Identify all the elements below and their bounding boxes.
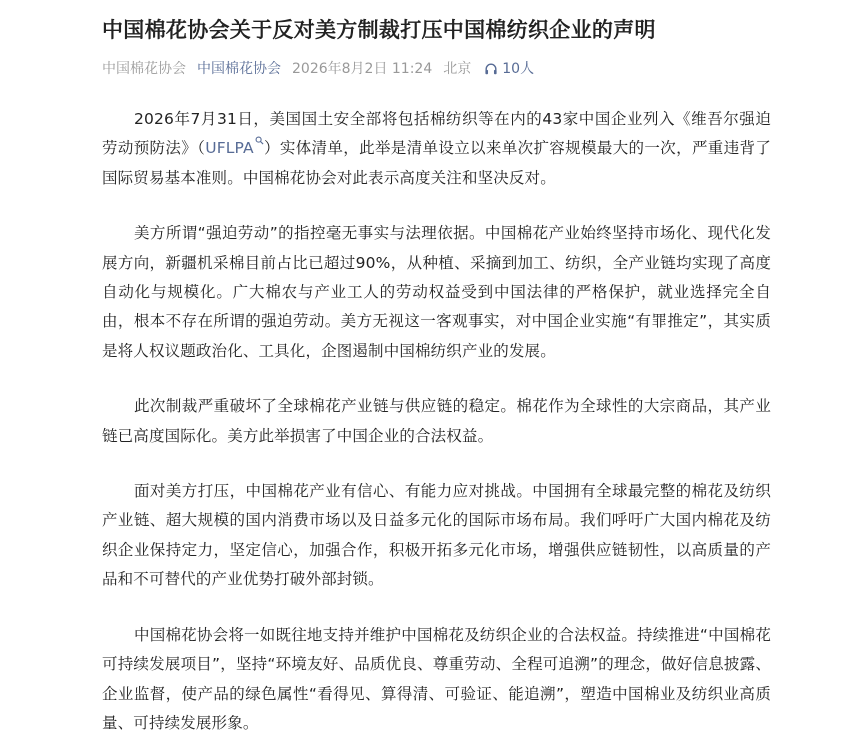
listen-button[interactable] bbox=[484, 57, 545, 81]
meta-source: 中国棉花协会 bbox=[102, 61, 186, 77]
article-title: 中国棉花协会关于反对美方制裁打压中国棉纺织企业的声明 bbox=[102, 18, 656, 42]
paragraph-1-after: ）实体清单，此举是清单设立以来单次扩容规模最大的一次，严重违背了国际贸易基本准则。中国棉花协会对此表示高度关注和坚决反对。 bbox=[102, 139, 771, 187]
paragraph-2: 美方所谓“强迫劳动”的指控毫无事实与法理依据。中国棉花产业始终坚持市场化、现代化发展方向，新疆机采棉目前占比已超过90%，从种植、采摘到加工、纺织，全产业链均实现了高度自动化与规模化。广大棉农与产业工人的劳动权益受到中国法律的严格保护，就业选择完全自由，根本不存在所谓的强迫劳动。美方无视这一客观事实，对中国企业实施“有罪推定”，其实质是将人权议题政治化、工具化，企图遏制中国棉纺织产业的发展。 bbox=[102, 224, 771, 360]
paragraph-3: 此次制裁严重破坏了全球棉花产业链与供应链的稳定。棉花作为全球性的大宗商品，其产业链已高度国际化。美方此举损害了中国企业的合法权益。 bbox=[102, 397, 771, 445]
meta-location: 北京 bbox=[443, 61, 472, 77]
uflpa-link-text: UFLPA bbox=[205, 139, 254, 158]
meta-account-link[interactable]: 中国棉花协会 bbox=[197, 61, 281, 77]
paragraph-4: 面对美方打压，中国棉花产业有信心、有能力应对挑战。中国拥有全球最完整的棉花及纺织产业链、超大规模的国内消费市场以及日益多元化的国际市场布局。我们呼吁广大国内棉花及纺织企业保持定力，坚定信心，加强合作，积极开拓多元化市场，增强供应链韧性，以高质量的产品和不可替代的产业优势打破外部封锁。 bbox=[102, 482, 771, 589]
paragraph-5: 中国棉花协会将一如既往地支持并维护中国棉花及纺织企业的合法权益。持续推进“中国棉花可持续发展项目”，坚持“环境友好、品质优良、尊重劳动、全程可追溯”的理念，做好信息披露、企业监督，使产品的绿色属性“看得见、算得清、可验证、能追溯”，塑造中国棉业及纺织业高质量、可持续发展形象。 bbox=[102, 625, 771, 732]
paragraph-1-before: 2026年7月31日，美国国土安全部将包括棉纺织等在内的43家中国企业列入《维吾尔强迫劳动预防法》（ bbox=[102, 110, 771, 158]
article-body bbox=[102, 105, 771, 738]
article-meta bbox=[102, 57, 771, 81]
headphone-icon bbox=[484, 62, 498, 76]
paragraph-1 bbox=[102, 105, 771, 193]
search-icon bbox=[255, 136, 264, 145]
uflpa-search-link[interactable] bbox=[205, 139, 264, 157]
meta-datetime: 2026年8月2日 11:24 bbox=[292, 61, 433, 77]
listen-count: 10人 bbox=[502, 61, 535, 77]
